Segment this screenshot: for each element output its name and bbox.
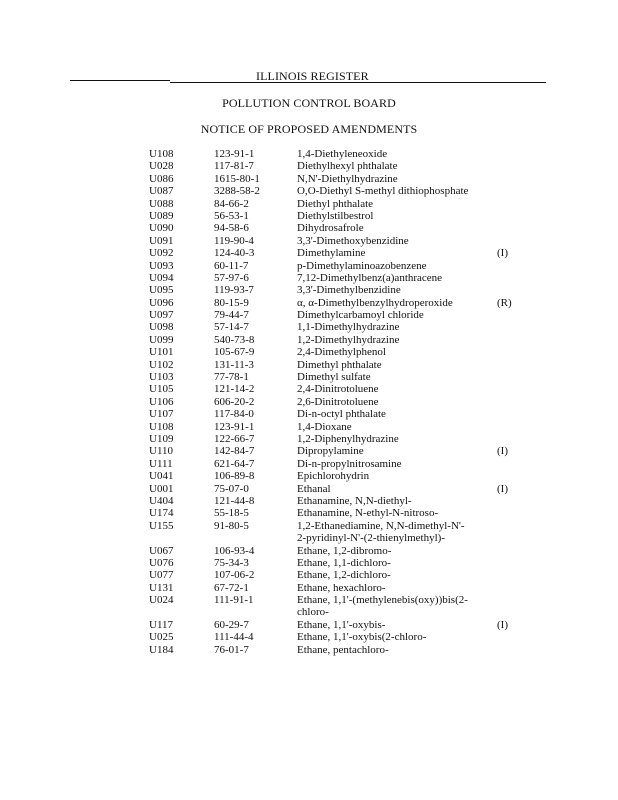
notice-title: NOTICE OF PROPOSED AMENDMENTS [200, 122, 418, 136]
cas-number: 621-64-7 [214, 457, 255, 470]
cas-number: 119-90-4 [214, 234, 254, 247]
table-row [0, 495, 618, 507]
table-row [0, 297, 618, 309]
cas-number: 75-07-0 [214, 482, 249, 495]
waste-code: U107 [149, 408, 174, 421]
substance-name: 1,2-Ethanediamine, N,N-dimethyl-N'- [297, 519, 465, 532]
substance-name: Ethanamine, N,N-diethyl- [297, 494, 412, 507]
substance-name: Diethyl phthalate [297, 197, 374, 210]
waste-code: U155 [149, 519, 174, 532]
table-row [0, 185, 618, 197]
waste-code: U131 [149, 581, 174, 594]
waste-code: U110 [149, 445, 174, 458]
table-row [0, 247, 618, 259]
cas-number: 80-15-9 [214, 296, 249, 309]
substance-name: Ethane, 1,2-dibromo- [297, 544, 392, 557]
table-row [0, 371, 618, 383]
cas-number: 124-40-3 [214, 247, 255, 260]
table-row [0, 222, 618, 234]
substance-name: Ethanamine, N-ethyl-N-nitroso- [297, 507, 439, 520]
substance-name: Ethane, pentachloro- [297, 643, 389, 656]
waste-code: U094 [149, 271, 174, 284]
waste-code: U088 [149, 197, 174, 210]
table-row [0, 631, 618, 643]
substance-name: 1,2-Diphenylhydrazine [297, 432, 399, 445]
waste-code: U102 [149, 358, 174, 371]
substance-name: 1,2-Dimethylhydrazine [297, 333, 400, 346]
table-row [0, 359, 618, 371]
waste-code: U096 [149, 296, 174, 309]
cas-number: 60-29-7 [214, 618, 249, 631]
waste-code: U087 [149, 185, 174, 198]
waste-code: U028 [149, 160, 174, 173]
substance-name: Dimethylamine [297, 247, 366, 260]
waste-code: U025 [149, 631, 174, 644]
substance-name: Ethane, 1,2-dichloro- [297, 569, 391, 582]
cas-number: 94-58-6 [214, 222, 249, 235]
substance-name: Ethane, 1,1-dichloro- [297, 556, 391, 569]
waste-code: U092 [149, 247, 174, 260]
cas-number: 121-14-2 [214, 383, 255, 396]
substance-name: Ethane, 1,1'-(methylenebis(oxy))bis(2- [297, 594, 468, 607]
cas-number: 57-97-6 [214, 271, 249, 284]
table-row [0, 644, 618, 656]
substance-name: 2,4-Dinitrotoluene [297, 383, 379, 396]
table-row [0, 433, 618, 445]
substance-name: Di-n-propylnitrosamine [297, 457, 402, 470]
substance-name: Dimethylcarbamoyl chloride [297, 309, 424, 322]
table-row [0, 396, 618, 408]
waste-code: U101 [149, 346, 174, 359]
cas-number: 76-01-7 [214, 643, 249, 656]
cas-number: 540-73-8 [214, 333, 255, 346]
waste-code: U024 [149, 594, 174, 607]
substance-name: Ethane, 1,1'-oxybis(2-chloro- [297, 631, 427, 644]
table-row [0, 507, 618, 519]
waste-code: U106 [149, 395, 174, 408]
table-row [0, 619, 618, 631]
table-row [0, 272, 618, 284]
table-row [0, 210, 618, 222]
substance-name: p-Dimethylaminoazobenzene [297, 259, 427, 272]
table-row [0, 557, 618, 569]
substance-name: 2,4-Dimethylphenol [297, 346, 386, 359]
substance-name: Ethane, 1,1'-oxybis- [297, 618, 386, 631]
table-row [0, 334, 618, 346]
table-row [0, 173, 618, 185]
waste-code: U099 [149, 333, 174, 346]
waste-code: U089 [149, 209, 174, 222]
table-row [0, 470, 618, 482]
waste-code: U041 [149, 470, 174, 483]
substance-name: 1,4-Dioxane [297, 420, 352, 433]
cas-number: 105-67-9 [214, 346, 255, 359]
cas-number: 121-44-8 [214, 494, 255, 507]
waste-code: U103 [149, 371, 174, 384]
table-row [0, 569, 618, 581]
table-row [0, 594, 618, 606]
table-row [0, 520, 618, 532]
cas-number: 123-91-1 [214, 420, 255, 433]
hazard-flag: (R) [497, 296, 512, 309]
waste-code: U095 [149, 284, 174, 297]
hazard-flag: (I) [497, 247, 508, 260]
table-row [0, 148, 618, 160]
waste-code: U109 [149, 432, 174, 445]
table-row [0, 346, 618, 358]
waste-code-table [0, 148, 618, 656]
cas-number: 57-14-7 [214, 321, 249, 334]
substance-name: Epichlorohydrin [297, 470, 370, 483]
substance-name: Di-n-octyl phthalate [297, 408, 386, 421]
cas-number: 119-93-7 [214, 284, 254, 297]
substance-name: Dipropylamine [297, 445, 364, 458]
cas-number: 606-20-2 [214, 395, 255, 408]
table-row [0, 408, 618, 420]
substance-name: 1,4-Diethyleneoxide [297, 148, 388, 160]
waste-code: U404 [149, 494, 174, 507]
table-row [0, 383, 618, 395]
hazard-flag: (I) [497, 482, 508, 495]
table-row [0, 198, 618, 210]
table-row [0, 309, 618, 321]
waste-code: U105 [149, 383, 174, 396]
substance-name: 3,3'-Dimethylbenzidine [297, 284, 401, 297]
substance-name: Dimethyl sulfate [297, 371, 371, 384]
substance-name: 3,3'-Dimethoxybenzidine [297, 234, 409, 247]
cas-number: 107-06-2 [214, 569, 255, 582]
substance-name: Diethylstilbestrol [297, 209, 374, 222]
hazard-flag: (I) [497, 618, 508, 631]
table-row [0, 421, 618, 433]
waste-code: U097 [149, 309, 174, 322]
waste-code: U086 [149, 172, 174, 185]
cas-number: 55-18-5 [214, 507, 249, 520]
cas-number: 3288-58-2 [214, 185, 260, 198]
waste-code: U093 [149, 259, 174, 272]
waste-code: U076 [149, 556, 174, 569]
substance-name: Ethanal [297, 482, 331, 495]
table-row [0, 545, 618, 557]
substance-name: 7,12-Dimethylbenz(a)anthracene [297, 271, 443, 284]
waste-code: U077 [149, 569, 174, 582]
register-title: ILLINOIS REGISTER [256, 69, 369, 83]
cas-number: 123-91-1 [214, 148, 255, 160]
waste-code: U174 [149, 507, 174, 520]
waste-code: U098 [149, 321, 174, 334]
waste-code: U184 [149, 643, 174, 656]
table-row [0, 160, 618, 172]
cas-number: 117-81-7 [214, 160, 254, 173]
waste-code: U090 [149, 222, 174, 235]
waste-code: U067 [149, 544, 174, 557]
cas-number: 111-44-4 [214, 631, 254, 644]
waste-code: U117 [149, 618, 174, 631]
hazard-flag: (I) [497, 445, 508, 458]
table-row [0, 445, 618, 457]
substance-name: O,O-Diethyl S-methyl dithiophosphate [297, 185, 469, 198]
waste-code: U108 [149, 148, 174, 160]
table-row [0, 606, 618, 618]
cas-number: 84-66-2 [214, 197, 249, 210]
cas-number: 1615-80-1 [214, 172, 260, 185]
table-row [0, 458, 618, 470]
cas-number: 91-80-5 [214, 519, 249, 532]
substance-name: Ethane, hexachloro- [297, 581, 386, 594]
cas-number: 106-89-8 [214, 470, 255, 483]
table-row [0, 483, 618, 495]
waste-code: U111 [149, 457, 173, 470]
table-row [0, 260, 618, 272]
substance-name: chloro- [297, 606, 329, 619]
waste-code: U001 [149, 482, 174, 495]
substance-name: Diethylhexyl phthalate [297, 160, 398, 173]
board-title: POLLUTION CONTROL BOARD [222, 96, 396, 110]
substance-name: 2-pyridinyl-N'-(2-thienylmethyl)- [297, 532, 446, 545]
cas-number: 142-84-7 [214, 445, 255, 458]
waste-code: U108 [149, 420, 174, 433]
substance-name: α, α-Dimethylbenzylhydroperoxide [297, 296, 453, 309]
cas-number: 56-53-1 [214, 209, 249, 222]
substance-name: 2,6-Dinitrotoluene [297, 395, 379, 408]
cas-number: 77-78-1 [214, 371, 249, 384]
cas-number: 131-11-3 [214, 358, 254, 371]
cas-number: 117-84-0 [214, 408, 254, 421]
substance-name: Dihydrosafrole [297, 222, 364, 235]
substance-name: 1,1-Dimethylhydrazine [297, 321, 400, 334]
cas-number: 75-34-3 [214, 556, 249, 569]
cas-number: 111-91-1 [214, 594, 254, 607]
table-row [0, 532, 618, 544]
cas-number: 60-11-7 [214, 259, 249, 272]
waste-code: U091 [149, 234, 174, 247]
substance-name: Dimethyl phthalate [297, 358, 382, 371]
table-row [0, 582, 618, 594]
cas-number: 122-66-7 [214, 432, 255, 445]
table-row [0, 235, 618, 247]
substance-name: N,N'-Diethylhydrazine [297, 172, 398, 185]
cas-number: 106-93-4 [214, 544, 255, 557]
table-row [0, 284, 618, 296]
table-row [0, 321, 618, 333]
cas-number: 67-72-1 [214, 581, 249, 594]
cas-number: 79-44-7 [214, 309, 249, 322]
